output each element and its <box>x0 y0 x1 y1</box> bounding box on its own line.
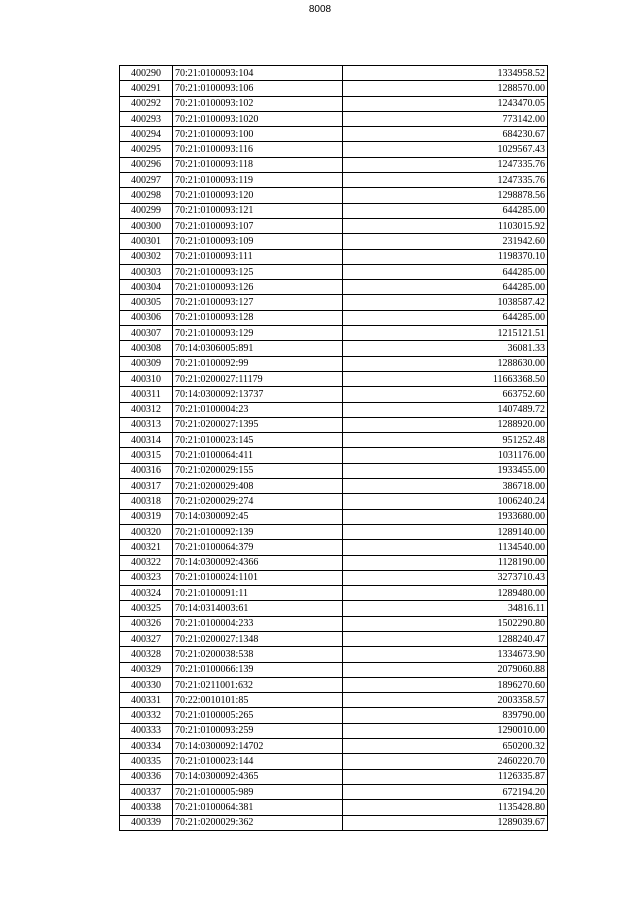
cadastral-number-cell: 70:14:0300092:45 <box>173 509 343 524</box>
row-number-cell: 400294 <box>120 127 173 142</box>
row-number-cell: 400302 <box>120 249 173 264</box>
value-cell: 1103015.92 <box>343 218 548 233</box>
table-row <box>120 173 548 188</box>
row-number-cell: 400307 <box>120 326 173 341</box>
row-number-cell: 400332 <box>120 708 173 723</box>
cadastral-number-cell: 70:21:0100093:1020 <box>173 111 343 126</box>
cadastral-number-cell: 70:21:0200027:11179 <box>173 371 343 386</box>
table-row <box>120 356 548 371</box>
value-cell: 11663368.50 <box>343 371 548 386</box>
table-row <box>120 815 548 830</box>
row-number-cell: 400322 <box>120 555 173 570</box>
row-number-cell: 400338 <box>120 800 173 815</box>
cadastral-number-cell: 70:21:0100093:116 <box>173 142 343 157</box>
row-number-cell: 400306 <box>120 310 173 325</box>
table-row <box>120 708 548 723</box>
table-row <box>120 111 548 126</box>
row-number-cell: 400301 <box>120 234 173 249</box>
row-number-cell: 400296 <box>120 157 173 172</box>
value-cell: 1288630.00 <box>343 356 548 371</box>
table-row <box>120 631 548 646</box>
value-cell: 1502290.80 <box>343 616 548 631</box>
table-row <box>120 280 548 295</box>
value-cell: 1006240.24 <box>343 494 548 509</box>
value-cell: 644285.00 <box>343 310 548 325</box>
row-number-cell: 400309 <box>120 356 173 371</box>
value-cell: 386718.00 <box>343 479 548 494</box>
value-cell: 1288240.47 <box>343 631 548 646</box>
value-cell: 1126335.87 <box>343 769 548 784</box>
value-cell: 644285.00 <box>343 203 548 218</box>
row-number-cell: 400295 <box>120 142 173 157</box>
cadastral-number-cell: 70:21:0100093:111 <box>173 249 343 264</box>
cadastral-number-cell: 70:14:0300092:4365 <box>173 769 343 784</box>
row-number-cell: 400330 <box>120 677 173 692</box>
value-cell: 839790.00 <box>343 708 548 723</box>
table-row <box>120 509 548 524</box>
value-cell: 1128190.00 <box>343 555 548 570</box>
value-cell: 1135428.80 <box>343 800 548 815</box>
row-number-cell: 400310 <box>120 371 173 386</box>
value-cell: 644285.00 <box>343 264 548 279</box>
cadastral-number-cell: 70:14:0300092:4366 <box>173 555 343 570</box>
cadastral-number-cell: 70:21:0100093:109 <box>173 234 343 249</box>
value-cell: 1933455.00 <box>343 463 548 478</box>
value-cell: 1134540.00 <box>343 540 548 555</box>
row-number-cell: 400337 <box>120 784 173 799</box>
cadastral-number-cell: 70:21:0100064:379 <box>173 540 343 555</box>
cadastral-number-cell: 70:14:0306005:891 <box>173 341 343 356</box>
table-row <box>120 769 548 784</box>
row-number-cell: 400292 <box>120 96 173 111</box>
row-number-cell: 400299 <box>120 203 173 218</box>
row-number-cell: 400291 <box>120 81 173 96</box>
cadastral-number-cell: 70:21:0100093:104 <box>173 66 343 81</box>
table-row <box>120 784 548 799</box>
row-number-cell: 400293 <box>120 111 173 126</box>
row-number-cell: 400308 <box>120 341 173 356</box>
cadastral-number-cell: 70:21:0200029:362 <box>173 815 343 830</box>
row-number-cell: 400316 <box>120 463 173 478</box>
table-row <box>120 647 548 662</box>
table-row <box>120 479 548 494</box>
table-row <box>120 677 548 692</box>
row-number-cell: 400304 <box>120 280 173 295</box>
table-row <box>120 371 548 386</box>
row-number-cell: 400324 <box>120 586 173 601</box>
value-cell: 2003358.57 <box>343 693 548 708</box>
row-number-cell: 400339 <box>120 815 173 830</box>
value-cell: 34816.11 <box>343 601 548 616</box>
value-cell: 672194.20 <box>343 784 548 799</box>
cadastral-number-cell: 70:21:0100093:102 <box>173 96 343 111</box>
value-cell: 1198370.10 <box>343 249 548 264</box>
value-cell: 1247335.76 <box>343 157 548 172</box>
value-cell: 1933680.00 <box>343 509 548 524</box>
cadastral-number-cell: 70:21:0100093:120 <box>173 188 343 203</box>
cadastral-number-cell: 70:21:0100004:233 <box>173 616 343 631</box>
cadastral-number-cell: 70:14:0314003:61 <box>173 601 343 616</box>
value-cell: 1243470.05 <box>343 96 548 111</box>
table-row <box>120 540 548 555</box>
row-number-cell: 400303 <box>120 264 173 279</box>
cadastral-number-cell: 70:21:0200029:408 <box>173 479 343 494</box>
table-row <box>120 66 548 81</box>
cadastral-number-cell: 70:21:0100093:129 <box>173 326 343 341</box>
table-row <box>120 433 548 448</box>
row-number-cell: 400300 <box>120 218 173 233</box>
value-cell: 1247335.76 <box>343 173 548 188</box>
value-cell: 644285.00 <box>343 280 548 295</box>
value-cell: 2079060.88 <box>343 662 548 677</box>
cadastral-number-cell: 70:21:0100005:989 <box>173 784 343 799</box>
cadastral-number-cell: 70:21:0100093:126 <box>173 280 343 295</box>
table-row <box>120 463 548 478</box>
cadastral-number-cell: 70:21:0211001:632 <box>173 677 343 692</box>
table-row <box>120 234 548 249</box>
table-row <box>120 402 548 417</box>
value-cell: 951252.48 <box>343 433 548 448</box>
cadastral-number-cell: 70:21:0100023:145 <box>173 433 343 448</box>
value-cell: 663752.60 <box>343 387 548 402</box>
row-number-cell: 400305 <box>120 295 173 310</box>
value-cell: 1288920.00 <box>343 417 548 432</box>
table-row <box>120 264 548 279</box>
value-cell: 1298878.56 <box>343 188 548 203</box>
cadastral-number-cell: 70:21:0100004:23 <box>173 402 343 417</box>
table-row <box>120 326 548 341</box>
value-cell: 1289140.00 <box>343 524 548 539</box>
table-row <box>120 81 548 96</box>
value-cell: 1289039.67 <box>343 815 548 830</box>
row-number-cell: 400321 <box>120 540 173 555</box>
table-row <box>120 142 548 157</box>
table-row <box>120 494 548 509</box>
table-row <box>120 249 548 264</box>
row-number-cell: 400319 <box>120 509 173 524</box>
cadastral-number-cell: 70:21:0200029:274 <box>173 494 343 509</box>
table-row <box>120 555 548 570</box>
cadastral-number-cell: 70:14:0300092:13737 <box>173 387 343 402</box>
value-cell: 1288570.00 <box>343 81 548 96</box>
value-cell: 2460220.70 <box>343 754 548 769</box>
cadastral-number-cell: 70:21:0100066:139 <box>173 662 343 677</box>
cadastral-number-cell: 70:21:0200027:1395 <box>173 417 343 432</box>
table-body <box>120 66 548 831</box>
cadastral-number-cell: 70:21:0100093:106 <box>173 81 343 96</box>
row-number-cell: 400326 <box>120 616 173 631</box>
table-row <box>120 693 548 708</box>
table-row <box>120 218 548 233</box>
row-number-cell: 400323 <box>120 570 173 585</box>
cadastral-number-cell: 70:21:0100091:11 <box>173 586 343 601</box>
cadastral-number-cell: 70:21:0100093:119 <box>173 173 343 188</box>
row-number-cell: 400315 <box>120 448 173 463</box>
table-row <box>120 188 548 203</box>
value-cell: 773142.00 <box>343 111 548 126</box>
cadastral-number-cell: 70:21:0100093:107 <box>173 218 343 233</box>
table-row <box>120 295 548 310</box>
value-cell: 1290010.00 <box>343 723 548 738</box>
value-cell: 1289480.00 <box>343 586 548 601</box>
value-cell: 3273710.43 <box>343 570 548 585</box>
row-number-cell: 400312 <box>120 402 173 417</box>
cadastral-number-cell: 70:21:0200027:1348 <box>173 631 343 646</box>
cadastral-number-cell: 70:21:0100093:125 <box>173 264 343 279</box>
table-row <box>120 448 548 463</box>
cadastral-number-cell: 70:22:0010101:85 <box>173 693 343 708</box>
table-row <box>120 96 548 111</box>
table-row <box>120 157 548 172</box>
table-row <box>120 127 548 142</box>
row-number-cell: 400320 <box>120 524 173 539</box>
cadastral-number-cell: 70:21:0100005:265 <box>173 708 343 723</box>
table-row <box>120 203 548 218</box>
value-cell: 684230.67 <box>343 127 548 142</box>
row-number-cell: 400335 <box>120 754 173 769</box>
row-number-cell: 400297 <box>120 173 173 188</box>
cadastral-number-cell: 70:21:0100064:411 <box>173 448 343 463</box>
table-row <box>120 723 548 738</box>
cadastral-number-cell: 70:21:0100093:127 <box>173 295 343 310</box>
cadastral-value-table <box>119 65 548 831</box>
row-number-cell: 400327 <box>120 631 173 646</box>
row-number-cell: 400329 <box>120 662 173 677</box>
value-cell: 1029567.43 <box>343 142 548 157</box>
row-number-cell: 400328 <box>120 647 173 662</box>
page-number: 8008 <box>308 4 332 15</box>
row-number-cell: 400298 <box>120 188 173 203</box>
table-row <box>120 616 548 631</box>
table-row <box>120 417 548 432</box>
row-number-cell: 400336 <box>120 769 173 784</box>
value-cell: 1334958.52 <box>343 66 548 81</box>
table-row <box>120 310 548 325</box>
value-cell: 1334673.90 <box>343 647 548 662</box>
value-cell: 231942.60 <box>343 234 548 249</box>
value-cell: 1215121.51 <box>343 326 548 341</box>
table-row <box>120 754 548 769</box>
cadastral-number-cell: 70:21:0100092:99 <box>173 356 343 371</box>
table-row <box>120 601 548 616</box>
cadastral-number-cell: 70:21:0100093:121 <box>173 203 343 218</box>
cadastral-number-cell: 70:21:0100093:100 <box>173 127 343 142</box>
row-number-cell: 400318 <box>120 494 173 509</box>
row-number-cell: 400311 <box>120 387 173 402</box>
table-row <box>120 739 548 754</box>
row-number-cell: 400290 <box>120 66 173 81</box>
row-number-cell: 400325 <box>120 601 173 616</box>
row-number-cell: 400317 <box>120 479 173 494</box>
value-cell: 1031176.00 <box>343 448 548 463</box>
row-number-cell: 400333 <box>120 723 173 738</box>
cadastral-number-cell: 70:21:0100064:381 <box>173 800 343 815</box>
cadastral-number-cell: 70:21:0100093:118 <box>173 157 343 172</box>
table-row <box>120 341 548 356</box>
cadastral-number-cell: 70:14:0300092:14702 <box>173 739 343 754</box>
table-row <box>120 524 548 539</box>
cadastral-number-cell: 70:21:0100092:139 <box>173 524 343 539</box>
cadastral-number-cell: 70:21:0100023:144 <box>173 754 343 769</box>
row-number-cell: 400334 <box>120 739 173 754</box>
cadastral-number-cell: 70:21:0200029:155 <box>173 463 343 478</box>
value-cell: 1896270.60 <box>343 677 548 692</box>
cadastral-number-cell: 70:21:0100093:259 <box>173 723 343 738</box>
row-number-cell: 400313 <box>120 417 173 432</box>
table-row <box>120 570 548 585</box>
value-cell: 1038587.42 <box>343 295 548 310</box>
table-row <box>120 800 548 815</box>
table-row <box>120 387 548 402</box>
value-cell: 1407489.72 <box>343 402 548 417</box>
table-row <box>120 662 548 677</box>
row-number-cell: 400331 <box>120 693 173 708</box>
cadastral-number-cell: 70:21:0100093:128 <box>173 310 343 325</box>
cadastral-number-cell: 70:21:0200038:538 <box>173 647 343 662</box>
row-number-cell: 400314 <box>120 433 173 448</box>
table-row <box>120 586 548 601</box>
cadastral-number-cell: 70:21:0100024:1101 <box>173 570 343 585</box>
value-cell: 650200.32 <box>343 739 548 754</box>
value-cell: 36081.33 <box>343 341 548 356</box>
